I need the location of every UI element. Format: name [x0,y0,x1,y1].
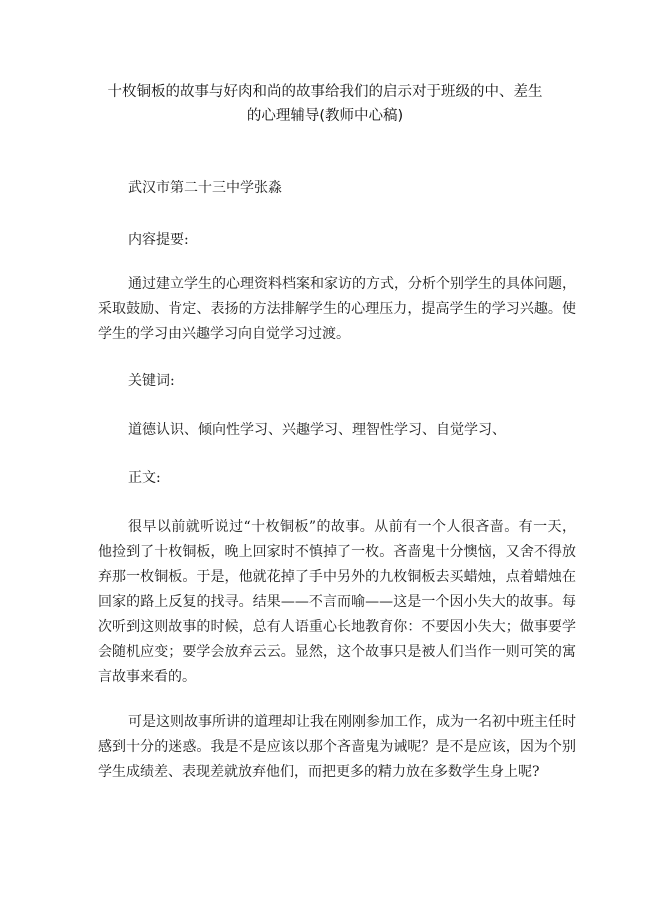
author-line: 武汉市第二十三中学张淼 [128,180,282,196]
abstract-text: 通过建立学生的心理资料档案和家访的方式，分析个别学生的具体问题，采取鼓励、肯定、表扬的方法排解学生的心理压力，提高学生的学习兴趣。使学生的学习由兴趣学习向自觉学习过渡。 [98,276,576,342]
keywords-heading: 关键词: [128,373,175,389]
body-paragraph-2: 可是这则故事所讲的道理却让我在刚刚参加工作，成为一名初中班主任时感到十分的迷惑。我是不是应该以那个吝啬鬼为诫呢？是不是应该，因为个别学生成绩差、表现差就放弃他们，而把更多的精力放在多数学生身上呢? [98,714,576,780]
body-paragraph-1: 很早以前就听说过“十枚铜板”的故事。从前有一个人很吝啬。有一天，他捡到了十枚铜板，晚上回家时不慎掉了一枚。吝啬鬼十分懊恼，又舍不得放弃那一枚铜板。于是，他就花掉了手中另外的九枚铜板去买蜡烛，点着蜡烛在回家的路上反复的找寻。结果——不言而喻——这是一个因小失大的故事。每次听到这则故事的时候，总有人语重心长地教育你：不要因小失大；做事要学会随机应变；要学会放弃云云。显然，这个故事只是被人们当作一则可笑的寓言故事来看的。 [98,519,576,685]
document-title [60,80,590,128]
abstract-heading: 内容提要: [128,232,189,248]
keywords-text: 道德认识、倾向性学习、兴趣学习、理智性学习、自觉学习、 [128,422,506,438]
title-line-1: 十枚铜板的故事与好肉和尚的故事给我们的启示对于班级的中、差生 [107,84,543,100]
title-line-2: 的心理辅导(教师中心稿) [246,108,404,124]
body-heading: 正文: [128,470,161,486]
